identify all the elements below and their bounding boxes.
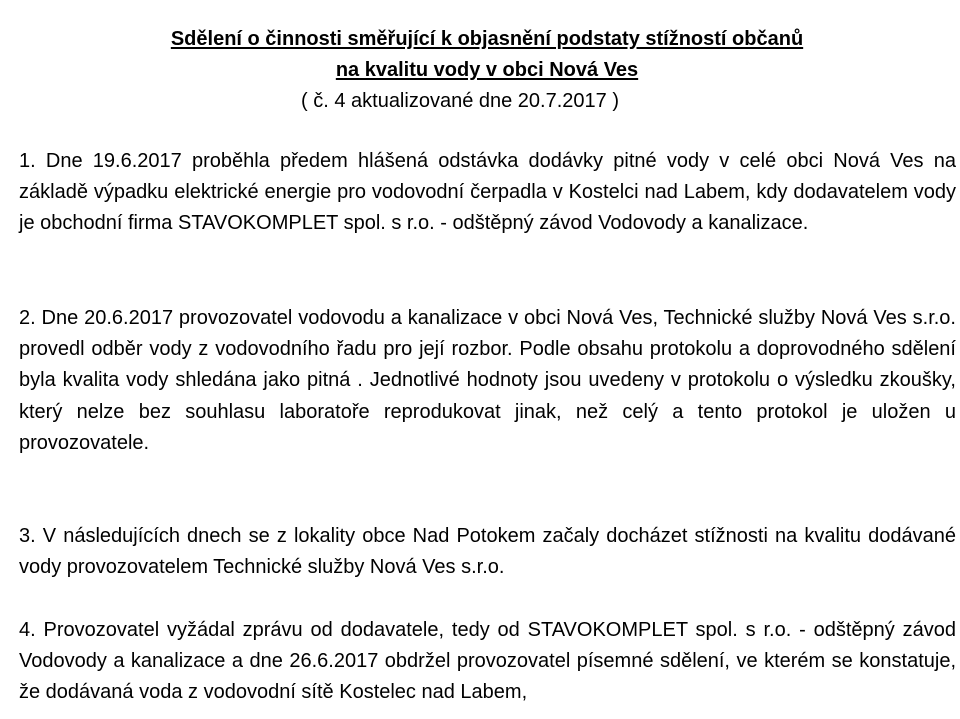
- paragraph-1: 1. Dne 19.6.2017 proběhla předem hlášená odstávka dodávky pitné vody v celé obci Nová Ves na základě výpadku elektrické energie pro vodovodní čerpadla v Kostelci nad Labem, kdy dodavatelem vody je obchodní firma STAVOKOMPLET spol. s r.o. - odštěpný závod Vodovody a kanalizace.: [19, 150, 956, 235]
- document-title-line-1: Sdělení o činnosti směřující k objasnění podstaty stížností občanů: [170, 28, 804, 50]
- document-title-line-2: na kvalitu vody v obci Nová Ves: [335, 59, 639, 81]
- paragraph-4: 4. Provozovatel vyžádal zprávu od dodavatele, tedy od STAVOKOMPLET spol. s r.o. - odštěpný závod Vodovody a kanalizace a dne 26.6.2017 obdržel provozovatel písemné sdělení, ve kterém se konstatuje, že dodávaná voda z vodovodní sítě Kostelec nad Labem,: [19, 619, 956, 704]
- document-subtitle: ( č. 4 aktualizované dne 20.7.2017 ): [301, 90, 619, 112]
- paragraph-3: 3. V následujících dnech se z lokality obce Nad Potokem začaly docházet stížnosti na kvalitu dodávané vody provozovatelem Technické služby Nová Ves s.r.o.: [19, 525, 956, 579]
- paragraph-2: 2. Dne 20.6.2017 provozovatel vodovodu a kanalizace v obci Nová Ves, Technické služby Nová Ves s.r.o. provedl odběr vody z vodovodního řadu pro její rozbor. Podle obsahu protokolu a doprovodného sdělení byla kvalita vody shledána jako pitná . Jednotlivé hodnoty jsou uvedeny v protokolu o výsledku zkoušky, který nelze bez souhlasu laboratoře reprodukovat jinak, než celý a tento protokol je uložen u provozovatele.: [19, 307, 956, 454]
